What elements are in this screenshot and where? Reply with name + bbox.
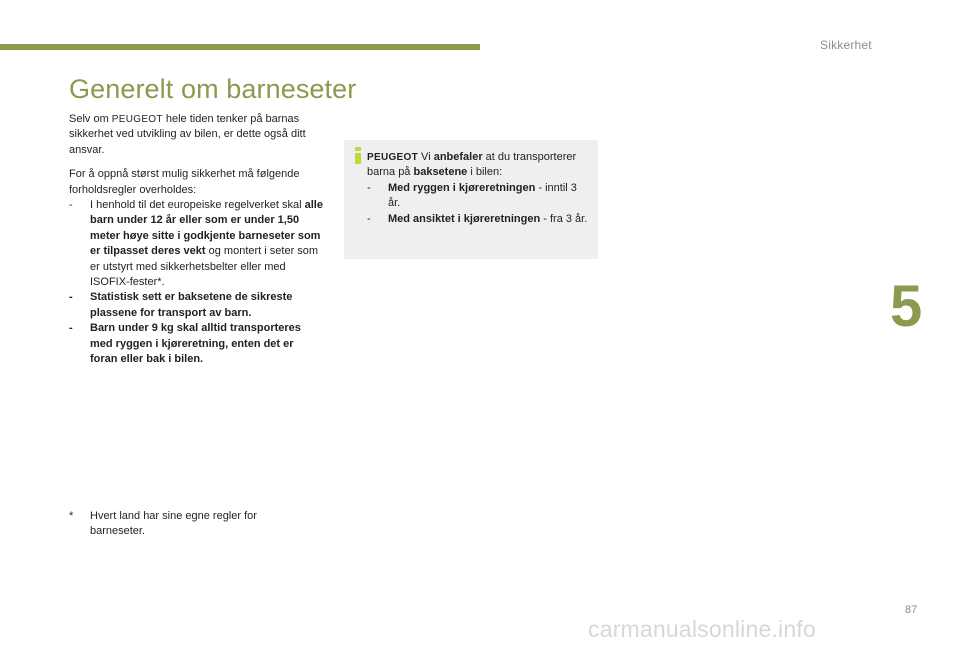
info-icon — [352, 147, 364, 164]
list-dash: - — [367, 181, 371, 194]
list-item: - I henhold til det europeiske regelverket skal alle barn under 12 år eller som er under 1,50 meter høye sitte i godkjente barneseter som er tilpasset deres vekt og montert i seter som er utstyrt med sikkerhetsbelter eller med ISOFIX-fester*. — [69, 199, 323, 289]
info-list — [367, 181, 588, 227]
list-dash: - — [69, 199, 73, 212]
list-dash: - — [69, 291, 73, 304]
header-accent-bar — [0, 44, 480, 50]
info-box — [344, 140, 598, 259]
page-title: Generelt om barneseter — [69, 74, 357, 104]
list-item: - Statistisk sett er baksetene de sikreste plassene for transport av barn. — [69, 291, 293, 319]
page-number: 87 — [905, 604, 918, 616]
footnote-text: Hvert land har sine egne regler for barneseter. — [90, 510, 257, 538]
watermark: carmanualsonline.info — [588, 616, 816, 642]
chapter-number: 5 — [890, 274, 923, 339]
intro-paragraph: Selv om PEUGEOT hele tiden tenker på barnas sikkerhet ved utvikling av bilen, er dette også ditt ansvar. — [69, 113, 306, 156]
footnote — [69, 509, 309, 540]
precautions-list — [69, 198, 324, 367]
main-text-column — [69, 112, 324, 368]
list-dash: - — [69, 322, 73, 335]
brand-name: PEUGEOT — [367, 152, 418, 163]
list-item: - Barn under 9 kg skal alltid transporteres med ryggen i kjøreretning, enten det er foran eller bak i bilen. — [69, 322, 301, 366]
info-paragraph: PEUGEOT Vi anbefaler at du transporterer barna på baksetene i bilen: — [367, 151, 577, 179]
section-name: Sikkerhet — [820, 38, 872, 52]
list-dash: - — [367, 212, 371, 225]
precautions-paragraph: For å oppnå størst mulig sikkerhet må følgende forholdsregler overholdes: — [69, 168, 300, 196]
list-item: - Med ansiktet i kjøreretningen - fra 3 år. — [367, 212, 588, 227]
list-item: - Med ryggen i kjøreretningen - inntil 3 år. — [367, 181, 577, 210]
brand-name: PEUGEOT — [111, 114, 163, 125]
footnote-marker: * — [69, 510, 74, 522]
